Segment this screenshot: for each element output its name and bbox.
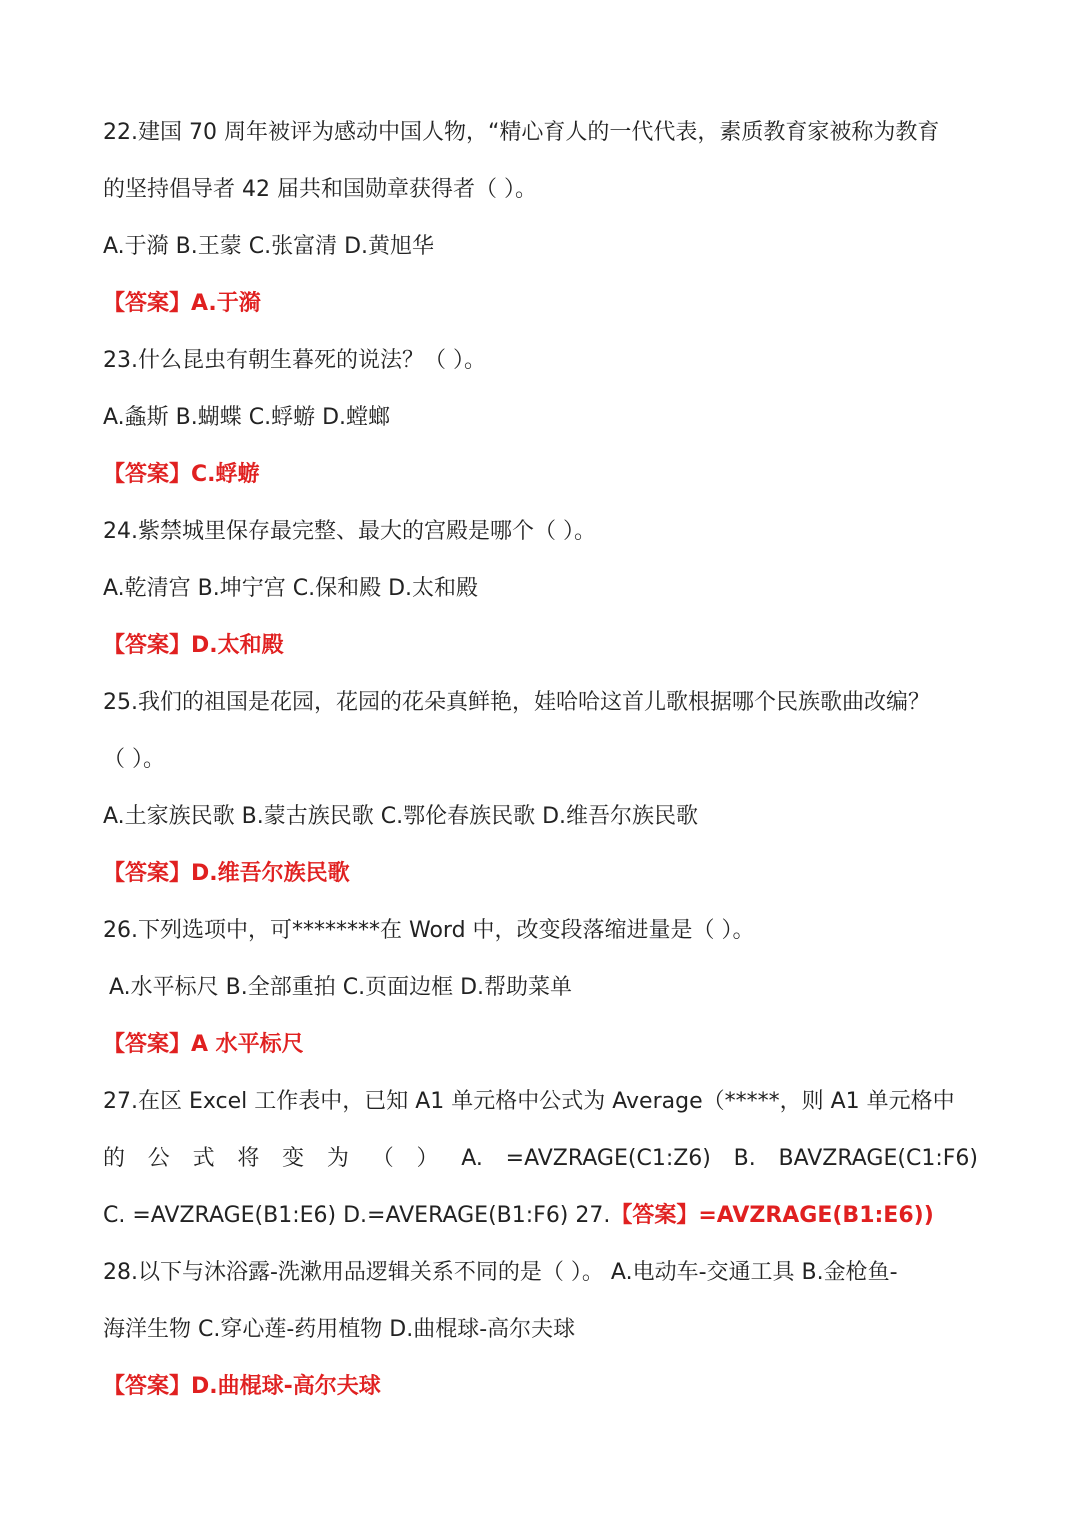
question-23-options: A.螽斯 B.蝴蝶 C.蜉蝣 D.螳螂 [103, 405, 391, 430]
question-22-options: A.于漪 B.王蒙 C.张富清 D.黄旭华 [103, 234, 435, 259]
question-27-line-2 [103, 1130, 978, 1187]
q27-word: 公 [147, 1146, 170, 1171]
document-page [103, 104, 978, 1415]
question-23-line-1: 23.什么昆虫有朝生暮死的说法？（ ）。 [103, 348, 486, 373]
question-22-answer: 【答案】A.于漪 [103, 291, 261, 316]
question-27-options-text: C. =AVZRAGE(B1:E6) D.=AVERAGE(B1:F6) 27. [103, 1203, 611, 1228]
question-28-answer: 【答案】D.曲棍球-高尔夫球 [103, 1374, 381, 1399]
q27-word: =AVZRAGE(C1:Z6) [505, 1146, 711, 1171]
q27-word: A. [461, 1146, 483, 1171]
question-27-answer: 【答案】=AVZRAGE(B1:E6)) [610, 1203, 934, 1228]
q27-word: 为 [326, 1146, 349, 1171]
question-27-line-1: 27.在区 Excel 工作表中，已知 A1 单元格中公式为 Average（*****，则 A1 单元格中 [103, 1089, 955, 1114]
question-24-answer: 【答案】D.太和殿 [103, 633, 284, 658]
question-25-answer: 【答案】D.维吾尔族民歌 [103, 861, 350, 886]
question-25-line-1: 25.我们的祖国是花园，花园的花朵真鲜艳，娃哈哈这首儿歌根据哪个民族歌曲改编？ [103, 690, 930, 715]
q27-word: 变 [282, 1146, 305, 1171]
question-22-line-2: 的坚持倡导者 42 届共和国勋章获得者（ ）。 [103, 177, 537, 202]
question-25-options: A.土家族民歌 B.蒙古族民歌 C.鄂伦春族民歌 D.维吾尔族民歌 [103, 804, 699, 829]
question-26-line-1: 26.下列选项中，可********在 Word 中，改变段落缩进量是（ ）。 [103, 918, 755, 943]
q27-word: （ [371, 1146, 394, 1171]
question-26-answer: 【答案】A 水平标尺 [103, 1032, 304, 1057]
question-24-line-1: 24.紫禁城里保存最完整、最大的宫殿是哪个（ ）。 [103, 519, 596, 544]
q27-word: 的 [103, 1146, 126, 1171]
q27-word: 式 [192, 1146, 215, 1171]
question-27-line-3 [103, 1187, 978, 1244]
q27-word: ） [416, 1146, 439, 1171]
question-25-line-2: （ ）。 [103, 747, 165, 772]
question-28-line-1: 28.以下与沐浴露-洗漱用品逻辑关系不同的是（ ）。 A.电动车-交通工具 B.金枪鱼- [103, 1260, 898, 1285]
question-28-line-2: 海洋生物 C.穿心莲-药用植物 D.曲棍球-高尔夫球 [103, 1317, 576, 1342]
q27-word: BAVZRAGE(C1:F6) [778, 1146, 978, 1171]
q27-word: 将 [237, 1146, 260, 1171]
question-23-answer: 【答案】C.蜉蝣 [103, 462, 260, 487]
question-22-line-1: 22.建国 70 周年被评为感动中国人物，“精心育人的一代代表，素质教育家被称为教育 [103, 120, 940, 145]
q27-word: B. [733, 1146, 756, 1171]
question-24-options: A.乾清宫 B.坤宁宫 C.保和殿 D.太和殿 [103, 576, 479, 601]
question-26-options: A.水平标尺 B.全部重拍 C.页面边框 D.帮助菜单 [109, 975, 573, 1000]
